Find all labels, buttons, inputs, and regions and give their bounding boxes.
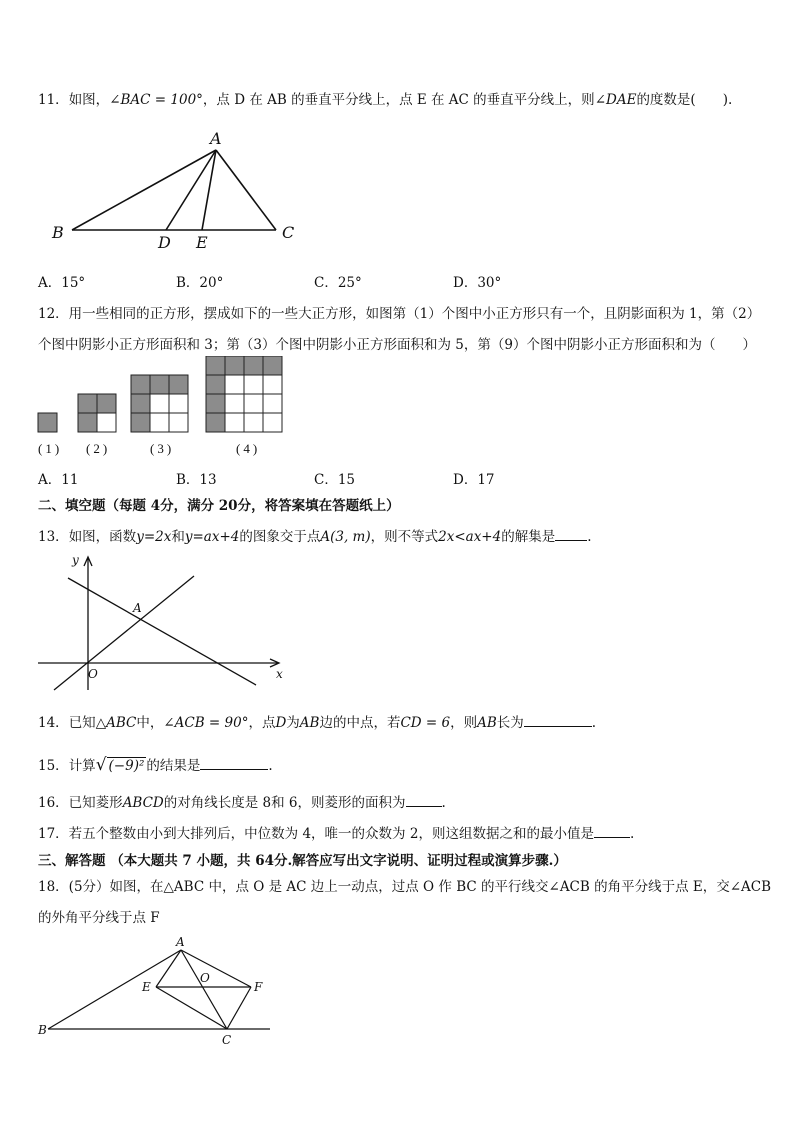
- q12-caption-1: (1): [38, 441, 63, 456]
- q12-fig3-cell: [131, 394, 150, 413]
- q12-option-c[interactable]: C．15: [314, 472, 356, 488]
- q15-stem: 15．计算√ (−9)² 的结果是 .: [38, 755, 273, 775]
- q13-label-y: y: [72, 553, 79, 567]
- q13-line-y-2x: [54, 576, 194, 690]
- q12-fig4-cell: [244, 394, 263, 413]
- q15-radicand: (−9)²: [108, 758, 145, 774]
- q12-option-a[interactable]: A．11: [38, 472, 79, 488]
- q11-triangle-figure: [40, 126, 310, 250]
- q11-angle-bac: ∠BAC = 100°: [109, 92, 203, 108]
- q18-stem-line1: 18．(5分）如图，在△ABC 中，点 O 是 AC 边上一动点，过点 O 作 BC 的平行线交∠ACB 的角平分线于点 E，交∠ACB: [38, 879, 772, 895]
- q18-label-b: B: [38, 1023, 47, 1037]
- q12-option-d[interactable]: D．17: [453, 472, 495, 488]
- q17-answer-blank[interactable]: [594, 825, 630, 838]
- q12-fig4-cell: [263, 356, 282, 375]
- q11-side-ac: [216, 150, 276, 230]
- q11-stem: 11．如图，∠BAC = 100°，点 D 在 AB 的垂直平分线上，点 E 在 AC 的垂直平分线上，则∠DAE的度数是( ).: [38, 92, 733, 108]
- q12-fig3-cell: [169, 394, 188, 413]
- q12-fig2-cell: [97, 413, 116, 432]
- q18-label-e: E: [142, 980, 151, 994]
- q12-caption-4: (4): [236, 441, 261, 456]
- q12-fig4-cell: [244, 356, 263, 375]
- q12-fig4-cell: [225, 375, 244, 394]
- q12-fig2-cell: [97, 394, 116, 413]
- q12-fig4-cell: [263, 413, 282, 432]
- q18-segment-ce: [156, 987, 227, 1029]
- q12-fig2-cell: [78, 394, 97, 413]
- q15-answer-blank[interactable]: [200, 757, 268, 770]
- q13-graph-figure: [34, 552, 294, 694]
- q11-label-c: C: [282, 223, 295, 242]
- q12-fig3-cell: [169, 375, 188, 394]
- q12-fig3-cell: [169, 413, 188, 432]
- q12-fig3-cell: [131, 375, 150, 394]
- section-fill-in-heading: 二、填空题（每题 4分，满分 20分，将答案填在答题纸上）: [38, 498, 400, 514]
- q16-answer-blank[interactable]: [406, 794, 442, 807]
- q11-label-e: E: [196, 233, 208, 250]
- q11-option-b[interactable]: B．20°: [176, 275, 224, 291]
- q18-label-a: A: [176, 935, 185, 949]
- q14-stem: 14．已知△ABC中，∠ACB = 90°，点D为AB边的中点，若CD = 6，则AB长为 .: [38, 715, 597, 731]
- q11-label-a: A: [210, 129, 222, 148]
- q12-stem-line1: 12．用一些相同的正方形，摆成如下的一些大正方形，如图第（1）个图中小正方形只有一个，且阴影面积为 1，第（2）: [38, 306, 761, 322]
- q17-stem: 17．若五个整数由小到大排列后，中位数为 4，唯一的众数为 2，则这组数据之和的最小值是 .: [38, 826, 635, 842]
- q12-fig3-cell: [150, 394, 169, 413]
- q12-fig4-cell: [244, 375, 263, 394]
- q14-answer-blank[interactable]: [524, 714, 592, 727]
- q12-fig3-cell: [150, 375, 169, 394]
- q18-triangle-figure: [34, 934, 274, 1050]
- q12-fig4-cell: [225, 413, 244, 432]
- q18-segment-cf: [227, 987, 251, 1029]
- q11-label-d: D: [158, 233, 171, 250]
- q12-squares-figure: [36, 356, 286, 436]
- q12-fig4-cell: [263, 394, 282, 413]
- q12-fig4-cell: [206, 356, 225, 375]
- q12-caption-3: (3): [150, 441, 175, 456]
- q11-label-b: B: [52, 223, 64, 242]
- q11-option-d[interactable]: D．30°: [453, 275, 502, 291]
- q11-option-a[interactable]: A．15°: [38, 275, 86, 291]
- q12-stem-line2: 个图中阴影小正方形面积和 3；第（3）个图中阴影小正方形面积和为 5，第（9）个图中阴影小正方形面积和为（ ）: [38, 337, 756, 353]
- q18-label-c: C: [222, 1033, 232, 1047]
- q13-stem: 13．如图，函数y=2x和y=ax+4的图象交于点A(3, m)，则不等式2x<ax+4的解集是 .: [38, 529, 592, 545]
- q11-angle-dae: ∠DAE: [594, 92, 637, 108]
- q12-fig4-cell: [263, 375, 282, 394]
- q13-label-a: A: [133, 601, 142, 615]
- q12-fig4-cell: [225, 394, 244, 413]
- q13-answer-blank[interactable]: [555, 528, 587, 541]
- q12-caption-2: (2): [86, 441, 111, 456]
- q12-fig3-cell: [150, 413, 169, 432]
- q18-label-f: F: [254, 980, 263, 994]
- q11-option-c[interactable]: C．25°: [314, 275, 362, 291]
- q15-sqrt-sign: √: [95, 755, 107, 775]
- q12-fig4-cell: [206, 375, 225, 394]
- q13-label-x: x: [276, 667, 283, 681]
- q18-label-o: O: [200, 971, 210, 985]
- q13-label-o: O: [88, 667, 98, 681]
- q12-fig4-cell: [206, 394, 225, 413]
- q12-fig3-cell: [131, 413, 150, 432]
- q12-fig1-cell: [38, 413, 57, 432]
- q12-fig4-cell: [206, 413, 225, 432]
- q12-option-b[interactable]: B．13: [176, 472, 217, 488]
- q12-fig4-cell: [244, 413, 263, 432]
- section-solve-heading: 三、解答题 （本大题共 7 小题，共 64分.解答应写出文字说明、证明过程或演算步骤.）: [38, 853, 567, 869]
- q18-segment-ae: [156, 950, 181, 987]
- q16-stem: 16．已知菱形ABCD的对角线长度是 8和 6，则菱形的面积为 .: [38, 795, 446, 811]
- q18-stem-line2: 的外角平分线于点 F: [38, 910, 160, 926]
- q11-side-ab: [72, 150, 216, 230]
- q12-fig4-cell: [225, 356, 244, 375]
- q12-fig2-cell: [78, 413, 97, 432]
